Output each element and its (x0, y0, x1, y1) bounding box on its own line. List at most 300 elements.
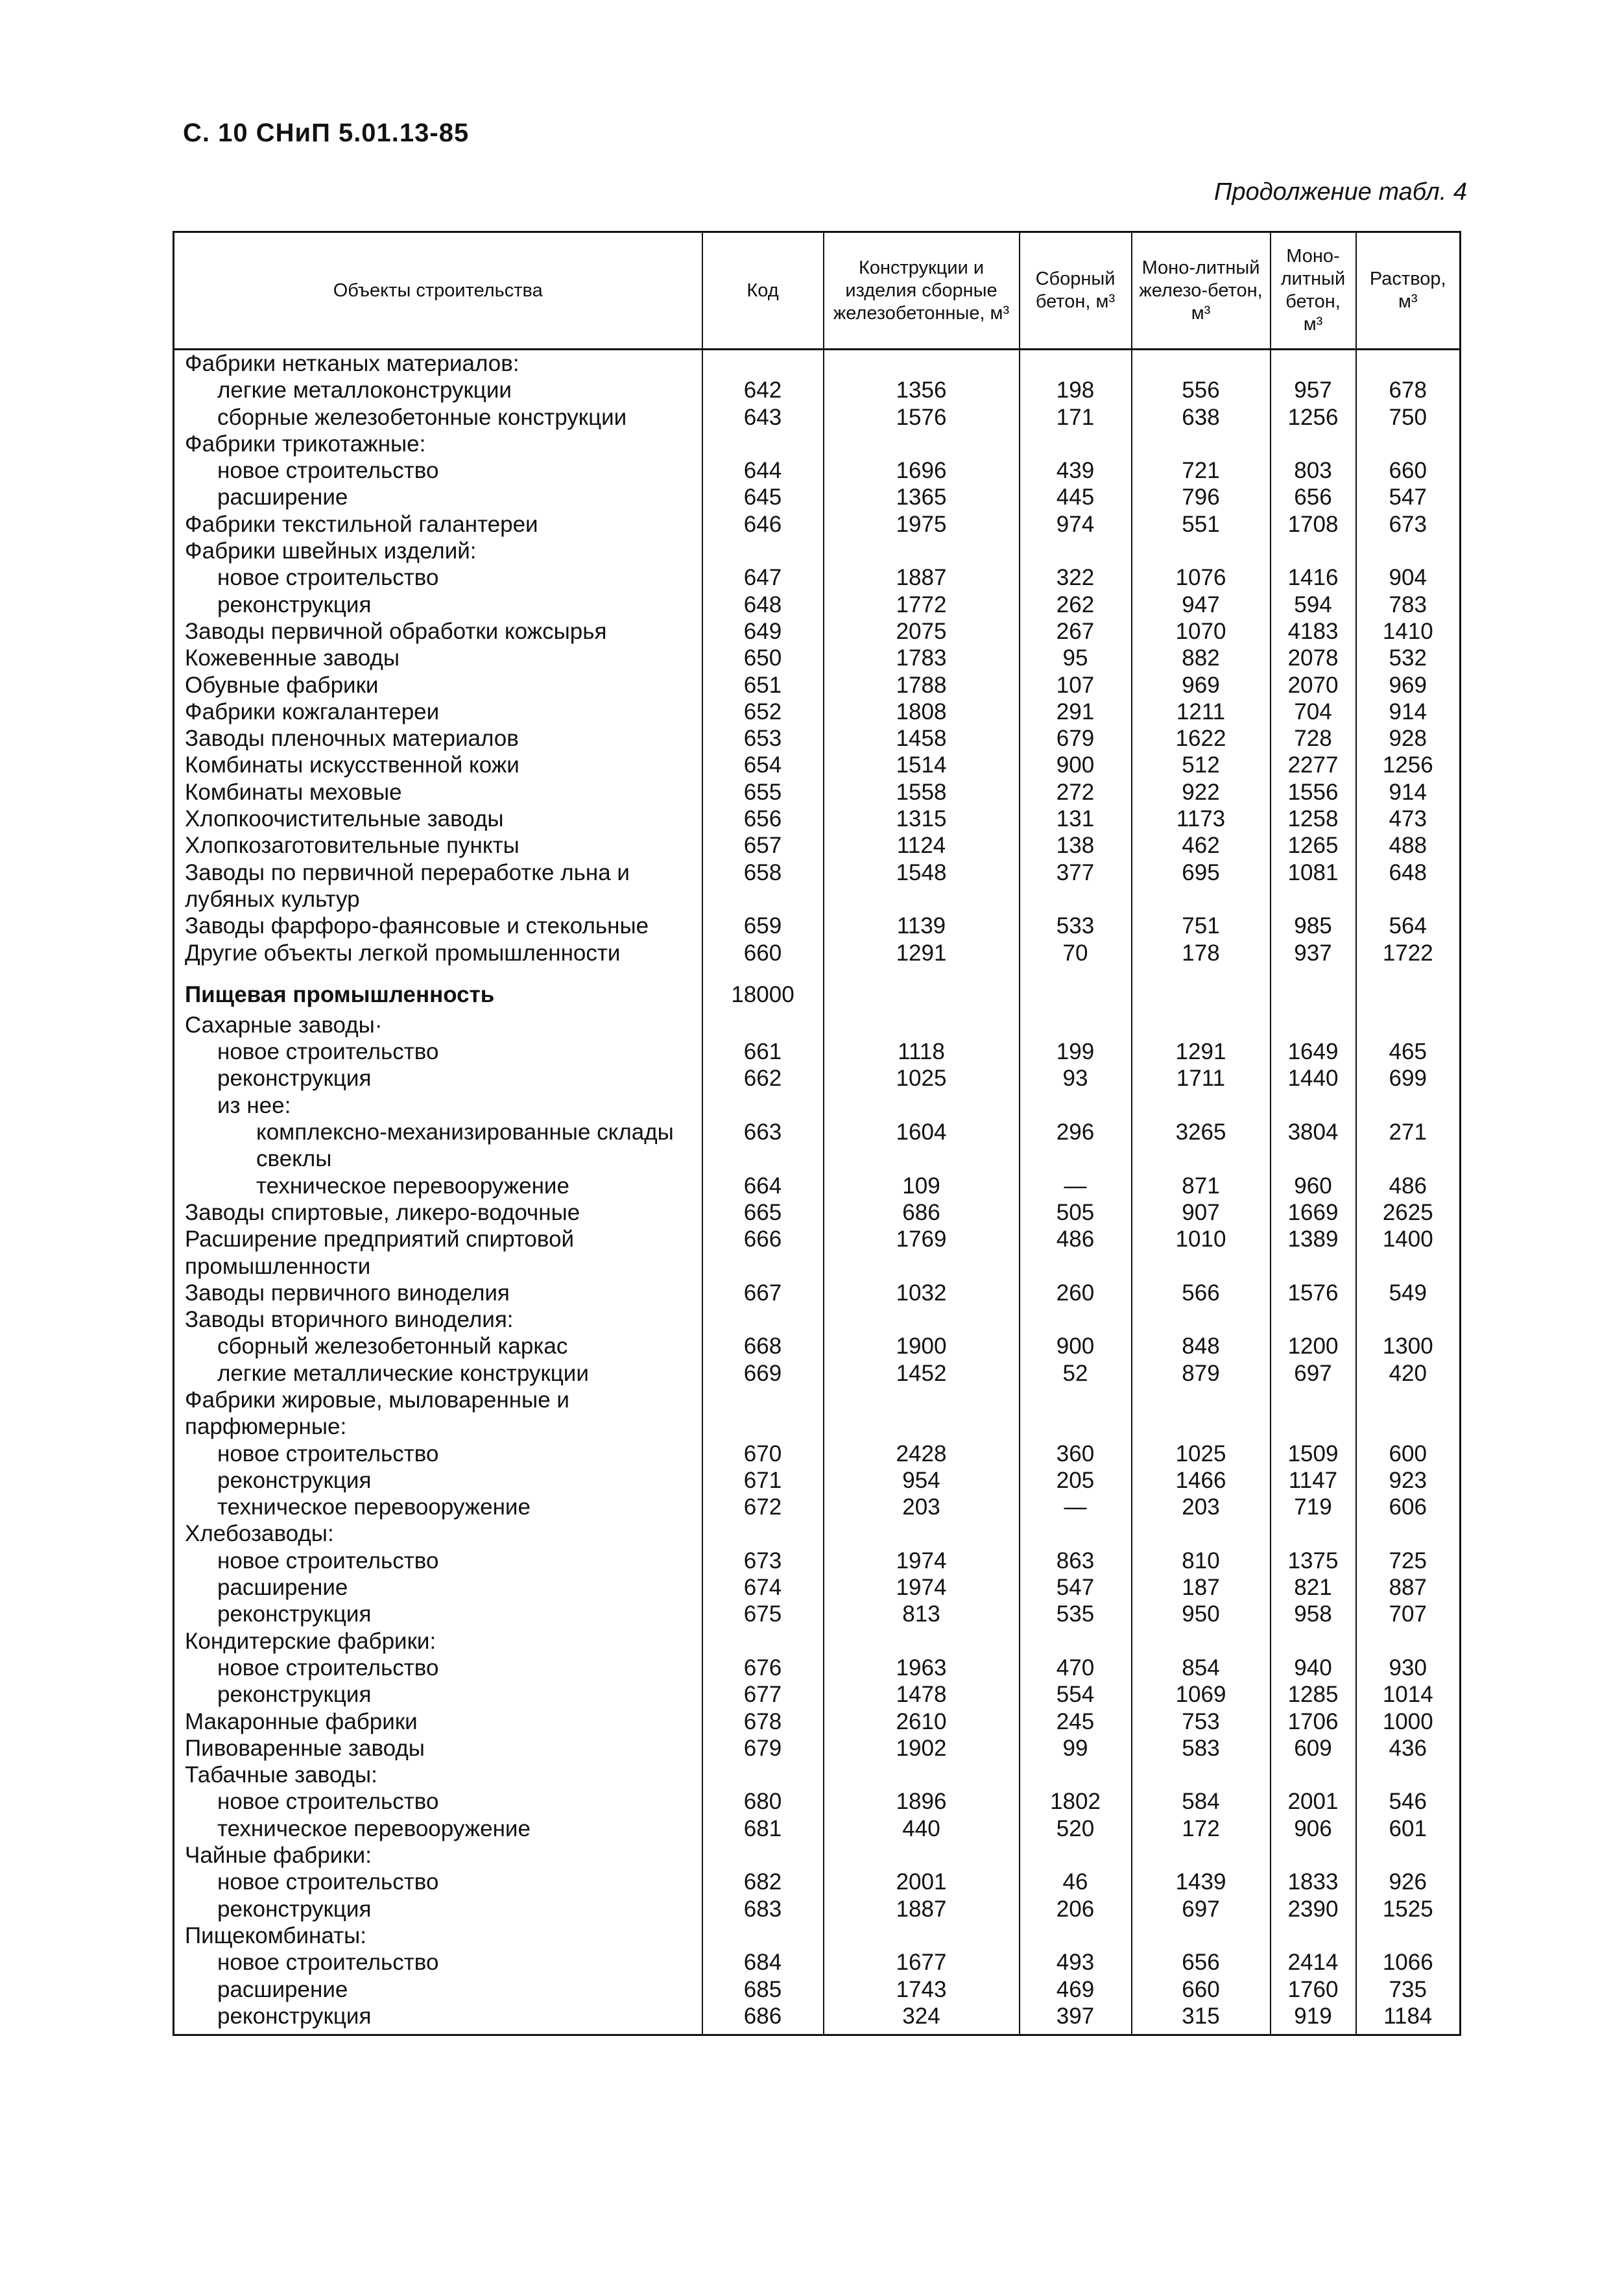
mortar-cell: 923 (1356, 1467, 1461, 1494)
precast-concrete-cell: — (1020, 1173, 1132, 1199)
monolithic-concrete-cell: 919 (1271, 2003, 1356, 2035)
code-cell: 659 (702, 913, 824, 939)
monolithic-concrete-cell: 906 (1271, 1815, 1356, 1842)
monolithic-reinforced-concrete-cell: 721 (1132, 457, 1271, 484)
precast-concrete-cell: 262 (1020, 592, 1132, 618)
object-name-cell: Заводы по первичной переработке льна и лубяных культур (185, 859, 630, 912)
object-name-cell: Обувные фабрики (185, 672, 379, 698)
monolithic-concrete-cell: 719 (1271, 1494, 1356, 1520)
precast-reinforced-concrete-cell: 1887 (824, 1896, 1020, 1922)
precast-concrete-cell (1020, 1306, 1132, 1333)
column-header-precast-concrete: Сборный бетон, м³ (1020, 232, 1132, 350)
monolithic-reinforced-concrete-cell (1132, 1628, 1271, 1655)
monolithic-concrete-cell: 2414 (1271, 1949, 1356, 1976)
monolithic-reinforced-concrete-cell: 879 (1132, 1360, 1271, 1387)
monolithic-reinforced-concrete-cell: 1466 (1132, 1467, 1271, 1494)
precast-reinforced-concrete-cell: 1458 (824, 725, 1020, 752)
monolithic-concrete-cell (1271, 1520, 1356, 1547)
monolithic-concrete-cell: 609 (1271, 1735, 1356, 1762)
mortar-cell: 546 (1356, 1788, 1461, 1815)
precast-concrete-cell: 486 (1020, 1226, 1132, 1280)
precast-reinforced-concrete-cell: 1365 (824, 484, 1020, 510)
table-row (174, 564, 1461, 591)
mortar-cell: 1066 (1356, 1949, 1461, 1976)
mortar-cell: 465 (1356, 1038, 1461, 1065)
code-cell: 645 (702, 484, 824, 510)
monolithic-concrete-cell (1271, 1387, 1356, 1441)
code-cell (702, 1520, 824, 1547)
code-cell: 682 (702, 1869, 824, 1895)
monolithic-reinforced-concrete-cell: 656 (1132, 1949, 1271, 1976)
object-name-cell: Заводы пленочных материалов (185, 726, 519, 752)
monolithic-reinforced-concrete-cell: 1711 (1132, 1065, 1271, 1092)
monolithic-reinforced-concrete-cell: 315 (1132, 2003, 1271, 2035)
object-name-cell: новое строительство (217, 1441, 439, 1466)
precast-concrete-cell: 95 (1020, 645, 1132, 671)
table-row (174, 913, 1461, 939)
table-row (174, 1333, 1461, 1359)
monolithic-concrete-cell (1271, 1012, 1356, 1038)
monolithic-concrete-cell (1271, 350, 1356, 377)
mortar-cell (1356, 1387, 1461, 1441)
table-row (174, 404, 1461, 431)
monolithic-concrete-cell: 985 (1271, 913, 1356, 939)
precast-reinforced-concrete-cell (824, 966, 1020, 1012)
precast-concrete-cell (1020, 431, 1132, 457)
monolithic-concrete-cell: 3804 (1271, 1119, 1356, 1173)
code-cell: 663 (702, 1119, 824, 1173)
precast-reinforced-concrete-cell: 109 (824, 1173, 1020, 1199)
precast-concrete-cell (1020, 966, 1132, 1012)
table-row (174, 859, 1461, 913)
page-header: С. 10 СНиП 5.01.13-85 (183, 119, 470, 147)
monolithic-concrete-cell: 958 (1271, 1601, 1356, 1627)
monolithic-concrete-cell: 1706 (1271, 1708, 1356, 1735)
table-row (174, 1548, 1461, 1574)
monolithic-reinforced-concrete-cell: 697 (1132, 1896, 1271, 1922)
table-row (174, 1199, 1461, 1226)
precast-concrete-cell: 46 (1020, 1869, 1132, 1895)
code-cell: 669 (702, 1360, 824, 1387)
precast-concrete-cell (1020, 1520, 1132, 1547)
object-name-cell: расширение (217, 1976, 348, 2002)
code-cell: 648 (702, 592, 824, 618)
monolithic-reinforced-concrete-cell: 947 (1132, 592, 1271, 618)
mortar-cell: 486 (1356, 1173, 1461, 1199)
mortar-cell: 473 (1356, 806, 1461, 832)
precast-concrete-cell: 131 (1020, 806, 1132, 832)
monolithic-reinforced-concrete-cell (1132, 966, 1271, 1012)
mortar-cell: 1000 (1356, 1708, 1461, 1735)
monolithic-concrete-cell: 1258 (1271, 806, 1356, 832)
code-cell: 665 (702, 1199, 824, 1226)
mortar-cell: 707 (1356, 1601, 1461, 1627)
precast-concrete-cell: 360 (1020, 1441, 1132, 1467)
code-cell (702, 1387, 824, 1441)
table-row (174, 1762, 1461, 1788)
table-row (174, 1735, 1461, 1762)
precast-concrete-cell: 439 (1020, 457, 1132, 484)
precast-reinforced-concrete-cell: 1696 (824, 457, 1020, 484)
mortar-cell: 725 (1356, 1548, 1461, 1574)
precast-reinforced-concrete-cell: 1788 (824, 672, 1020, 699)
table-row (174, 1681, 1461, 1708)
monolithic-reinforced-concrete-cell: 556 (1132, 377, 1271, 403)
table-header-row (174, 232, 1461, 350)
mortar-cell: 735 (1356, 1976, 1461, 2003)
code-cell: 660 (702, 940, 824, 966)
code-cell: 653 (702, 725, 824, 752)
object-name-cell: новое строительство (217, 1655, 439, 1681)
precast-reinforced-concrete-cell (824, 1762, 1020, 1788)
code-cell: 666 (702, 1226, 824, 1280)
precast-reinforced-concrete-cell (824, 1628, 1020, 1655)
monolithic-reinforced-concrete-cell: 566 (1132, 1280, 1271, 1306)
precast-reinforced-concrete-cell: 1769 (824, 1226, 1020, 1280)
precast-reinforced-concrete-cell: 1974 (824, 1548, 1020, 1574)
table-row (174, 1896, 1461, 1922)
precast-reinforced-concrete-cell (824, 350, 1020, 377)
table-row (174, 806, 1461, 832)
monolithic-reinforced-concrete-cell: 1076 (1132, 564, 1271, 591)
monolithic-reinforced-concrete-cell: 751 (1132, 913, 1271, 939)
table-row (174, 1441, 1461, 1467)
precast-reinforced-concrete-cell: 1963 (824, 1655, 1020, 1681)
code-cell: 655 (702, 779, 824, 806)
monolithic-reinforced-concrete-cell: 1025 (1132, 1441, 1271, 1467)
section-row (174, 966, 1461, 1012)
monolithic-concrete-cell (1271, 1092, 1356, 1119)
table-row (174, 618, 1461, 645)
code-cell: 677 (702, 1681, 824, 1708)
code-cell: 651 (702, 672, 824, 699)
precast-concrete-cell: 533 (1020, 913, 1132, 939)
precast-reinforced-concrete-cell: 440 (824, 1815, 1020, 1842)
table-row (174, 1842, 1461, 1869)
code-cell: 671 (702, 1467, 824, 1494)
code-cell: 686 (702, 2003, 824, 2035)
monolithic-concrete-cell (1271, 538, 1356, 564)
mortar-cell: 699 (1356, 1065, 1461, 1092)
code-cell: 18000 (702, 966, 824, 1012)
monolithic-concrete-cell: 1416 (1271, 564, 1356, 591)
monolithic-concrete-cell: 697 (1271, 1360, 1356, 1387)
precast-reinforced-concrete-cell (824, 1842, 1020, 1869)
object-name-cell: Хлебозаводы: (185, 1521, 334, 1547)
code-cell: 668 (702, 1333, 824, 1359)
object-name-cell: легкие металлоконструкции (217, 377, 512, 403)
object-name-cell: техническое перевооружение (217, 1494, 531, 1520)
code-cell: 683 (702, 1896, 824, 1922)
table-row (174, 699, 1461, 725)
object-name-cell: новое строительство (217, 1950, 439, 1976)
code-cell (702, 1842, 824, 1869)
precast-reinforced-concrete-cell (824, 538, 1020, 564)
precast-reinforced-concrete-cell: 1548 (824, 859, 1020, 913)
mortar-cell: 600 (1356, 1441, 1461, 1467)
table-row (174, 1360, 1461, 1387)
column-header-objects: Объекты строительства (174, 232, 702, 350)
table-row (174, 1601, 1461, 1627)
code-cell: 647 (702, 564, 824, 591)
table-row (174, 592, 1461, 618)
monolithic-concrete-cell (1271, 1842, 1356, 1869)
table-continuation-label: Продолжение табл. 4 (1213, 178, 1467, 206)
object-name-cell: Фабрики жировые, мыловаренные и парфюмерные: (185, 1387, 569, 1440)
mortar-cell (1356, 1842, 1461, 1869)
code-cell: 643 (702, 404, 824, 431)
object-name-cell: реконструкция (217, 1066, 372, 1092)
mortar-cell: 750 (1356, 404, 1461, 431)
object-name-cell: реконструкция (217, 1682, 372, 1708)
monolithic-reinforced-concrete-cell (1132, 538, 1271, 564)
object-name-cell: Заводы фарфоро-фаянсовые и стекольные (185, 913, 649, 939)
monolithic-concrete-cell: 1285 (1271, 1681, 1356, 1708)
code-cell (702, 1762, 824, 1788)
precast-reinforced-concrete-cell: 1604 (824, 1119, 1020, 1173)
mortar-cell: 420 (1356, 1360, 1461, 1387)
monolithic-reinforced-concrete-cell: 1010 (1132, 1226, 1271, 1280)
precast-reinforced-concrete-cell: 1452 (824, 1360, 1020, 1387)
monolithic-reinforced-concrete-cell: 1069 (1132, 1681, 1271, 1708)
table-row (174, 538, 1461, 564)
mortar-cell: 1300 (1356, 1333, 1461, 1359)
object-name-cell: Комбинаты меховые (185, 779, 402, 805)
mortar-cell: 678 (1356, 377, 1461, 403)
precast-concrete-cell: 863 (1020, 1548, 1132, 1574)
code-cell: 657 (702, 832, 824, 859)
mortar-cell (1356, 538, 1461, 564)
object-name-cell: комплексно-механизированные склады свеклы (256, 1119, 674, 1172)
object-name-cell: Фабрики нетканых материалов: (185, 351, 519, 376)
code-cell: 680 (702, 1788, 824, 1815)
monolithic-reinforced-concrete-cell: 551 (1132, 511, 1271, 538)
table-row (174, 1788, 1461, 1815)
precast-concrete-cell: 99 (1020, 1735, 1132, 1762)
table-row (174, 1976, 1461, 2003)
code-cell: 667 (702, 1280, 824, 1306)
code-cell: 676 (702, 1655, 824, 1681)
table-row (174, 832, 1461, 859)
precast-concrete-cell: 445 (1020, 484, 1132, 510)
monolithic-concrete-cell: 960 (1271, 1173, 1356, 1199)
precast-reinforced-concrete-cell: 1576 (824, 404, 1020, 431)
object-name-cell: реконструкция (217, 1601, 372, 1627)
monolithic-reinforced-concrete-cell (1132, 1842, 1271, 1869)
object-name-cell: сборные железобетонные конструкции (217, 404, 627, 430)
precast-concrete-cell: 138 (1020, 832, 1132, 859)
monolithic-concrete-cell: 1833 (1271, 1869, 1356, 1895)
mortar-cell: 648 (1356, 859, 1461, 913)
table-row (174, 645, 1461, 671)
object-name-cell: Хлопкоочистительные заводы (185, 806, 504, 832)
precast-reinforced-concrete-cell: 1478 (824, 1681, 1020, 1708)
mortar-cell: 1525 (1356, 1896, 1461, 1922)
mortar-cell: 660 (1356, 457, 1461, 484)
precast-concrete-cell: 505 (1020, 1199, 1132, 1226)
precast-reinforced-concrete-cell: 1291 (824, 940, 1020, 966)
code-cell: 673 (702, 1548, 824, 1574)
precast-concrete-cell: 554 (1020, 1681, 1132, 1708)
precast-concrete-cell: 470 (1020, 1655, 1132, 1681)
table-row (174, 940, 1461, 966)
table-row (174, 725, 1461, 752)
precast-concrete-cell: 70 (1020, 940, 1132, 966)
precast-reinforced-concrete-cell: 813 (824, 1601, 1020, 1627)
precast-concrete-cell: 974 (1020, 511, 1132, 538)
code-cell: 649 (702, 618, 824, 645)
monolithic-concrete-cell: 821 (1271, 1574, 1356, 1601)
table-row (174, 1922, 1461, 1949)
mortar-cell (1356, 1520, 1461, 1547)
precast-reinforced-concrete-cell (824, 1306, 1020, 1333)
code-cell: 650 (702, 645, 824, 671)
monolithic-reinforced-concrete-cell: 584 (1132, 1788, 1271, 1815)
table-row (174, 1012, 1461, 1038)
precast-concrete-cell: 900 (1020, 752, 1132, 778)
object-name-cell: Фабрики трикотажные: (185, 431, 426, 457)
monolithic-reinforced-concrete-cell: 187 (1132, 1574, 1271, 1601)
monolithic-reinforced-concrete-cell (1132, 1092, 1271, 1119)
monolithic-reinforced-concrete-cell: 1070 (1132, 618, 1271, 645)
table-row (174, 1280, 1461, 1306)
monolithic-concrete-cell: 2390 (1271, 1896, 1356, 1922)
code-cell: 675 (702, 1601, 824, 1627)
monolithic-concrete-cell: 1509 (1271, 1441, 1356, 1467)
mortar-cell: 606 (1356, 1494, 1461, 1520)
monolithic-concrete-cell (1271, 966, 1356, 1012)
mortar-cell: 1184 (1356, 2003, 1461, 2035)
object-name-cell: Табачные заводы: (185, 1762, 377, 1788)
object-name-cell: Комбинаты искусственной кожи (185, 752, 519, 778)
monolithic-concrete-cell: 1256 (1271, 404, 1356, 431)
monolithic-concrete-cell (1271, 1306, 1356, 1333)
object-name-cell: реконструкция (217, 1467, 372, 1493)
precast-concrete-cell: 93 (1020, 1065, 1132, 1092)
precast-concrete-cell: 1802 (1020, 1788, 1132, 1815)
monolithic-concrete-cell: 1556 (1271, 779, 1356, 806)
precast-reinforced-concrete-cell (824, 431, 1020, 457)
object-name-cell: новое строительство (217, 565, 439, 591)
monolithic-reinforced-concrete-cell: 1622 (1132, 725, 1271, 752)
monolithic-reinforced-concrete-cell: 753 (1132, 1708, 1271, 1735)
precast-concrete-cell (1020, 1628, 1132, 1655)
precast-reinforced-concrete-cell: 1743 (824, 1976, 1020, 2003)
monolithic-concrete-cell: 4183 (1271, 618, 1356, 645)
mortar-cell: 436 (1356, 1735, 1461, 1762)
code-cell: 658 (702, 859, 824, 913)
precast-reinforced-concrete-cell: 1808 (824, 699, 1020, 725)
table-row (174, 457, 1461, 484)
monolithic-concrete-cell: 594 (1271, 592, 1356, 618)
precast-reinforced-concrete-cell: 2428 (824, 1441, 1020, 1467)
precast-concrete-cell: 205 (1020, 1467, 1132, 1494)
mortar-cell: 547 (1356, 484, 1461, 510)
code-cell (702, 538, 824, 564)
precast-reinforced-concrete-cell: 1356 (824, 377, 1020, 403)
precast-concrete-cell: 296 (1020, 1119, 1132, 1173)
precast-concrete-cell: 493 (1020, 1949, 1132, 1976)
code-cell (702, 1092, 824, 1119)
precast-concrete-cell: 397 (1020, 2003, 1132, 2035)
mortar-cell: 887 (1356, 1574, 1461, 1601)
table-row (174, 672, 1461, 699)
code-cell (702, 1922, 824, 1949)
monolithic-reinforced-concrete-cell: 1439 (1132, 1869, 1271, 1895)
code-cell: 654 (702, 752, 824, 778)
monolithic-concrete-cell: 2070 (1271, 672, 1356, 699)
precast-concrete-cell (1020, 538, 1132, 564)
precast-reinforced-concrete-cell: 324 (824, 2003, 1020, 2035)
monolithic-reinforced-concrete-cell: 172 (1132, 1815, 1271, 1842)
precast-reinforced-concrete-cell (824, 1922, 1020, 1949)
precast-concrete-cell: 547 (1020, 1574, 1132, 1601)
mortar-cell (1356, 1306, 1461, 1333)
mortar-cell (1356, 1922, 1461, 1949)
monolithic-concrete-cell: 1708 (1271, 511, 1356, 538)
precast-reinforced-concrete-cell: 1032 (824, 1280, 1020, 1306)
precast-concrete-cell (1020, 1387, 1132, 1441)
object-name-cell: Другие объекты легкой промышленности (185, 940, 621, 966)
mortar-cell: 1014 (1356, 1681, 1461, 1708)
monolithic-concrete-cell: 1200 (1271, 1333, 1356, 1359)
precast-concrete-cell: 469 (1020, 1976, 1132, 2003)
precast-reinforced-concrete-cell: 1558 (824, 779, 1020, 806)
table-row (174, 1173, 1461, 1199)
monolithic-concrete-cell: 803 (1271, 457, 1356, 484)
precast-reinforced-concrete-cell: 1139 (824, 913, 1020, 939)
object-name-cell: Сахарные заводы· (185, 1012, 383, 1038)
code-cell: 685 (702, 1976, 824, 2003)
monolithic-concrete-cell (1271, 431, 1356, 457)
column-header-mortar: Раствор, м³ (1356, 232, 1461, 350)
monolithic-reinforced-concrete-cell: 969 (1132, 672, 1271, 699)
table-row (174, 1628, 1461, 1655)
table-row (174, 1520, 1461, 1547)
object-name-cell: реконструкция (217, 592, 372, 617)
mortar-cell: 914 (1356, 779, 1461, 806)
monolithic-concrete-cell (1271, 1922, 1356, 1949)
mortar-cell: 532 (1356, 645, 1461, 671)
precast-reinforced-concrete-cell: 1896 (824, 1788, 1020, 1815)
monolithic-concrete-cell: 1649 (1271, 1038, 1356, 1065)
precast-reinforced-concrete-cell (824, 1012, 1020, 1038)
monolithic-reinforced-concrete-cell: 796 (1132, 484, 1271, 510)
precast-concrete-cell: 199 (1020, 1038, 1132, 1065)
mortar-cell: 2625 (1356, 1199, 1461, 1226)
object-name-cell: реконструкция (217, 1896, 372, 1922)
monolithic-concrete-cell: 940 (1271, 1655, 1356, 1681)
object-name-cell: Кожевенные заводы (185, 645, 400, 671)
code-cell: 678 (702, 1708, 824, 1735)
monolithic-reinforced-concrete-cell (1132, 1520, 1271, 1547)
table-row (174, 1038, 1461, 1065)
object-name-cell: Заводы вторичного виноделия: (185, 1307, 514, 1333)
precast-concrete-cell (1020, 1762, 1132, 1788)
monolithic-concrete-cell: 1760 (1271, 1976, 1356, 2003)
monolithic-reinforced-concrete-cell: 3265 (1132, 1119, 1271, 1173)
column-header-precast-reinforced-concrete: Конструкции и изделия сборные железобетонные, м³ (824, 232, 1020, 350)
precast-concrete-cell: — (1020, 1494, 1132, 1520)
monolithic-concrete-cell: 1375 (1271, 1548, 1356, 1574)
object-name-cell: Заводы первичного виноделия (185, 1280, 510, 1306)
code-cell (702, 1306, 824, 1333)
object-name-cell: новое строительство (217, 1548, 439, 1573)
precast-concrete-cell: 900 (1020, 1333, 1132, 1359)
object-name-cell: реконструкция (217, 2003, 372, 2029)
precast-concrete-cell: 535 (1020, 1601, 1132, 1627)
mortar-cell: 914 (1356, 699, 1461, 725)
